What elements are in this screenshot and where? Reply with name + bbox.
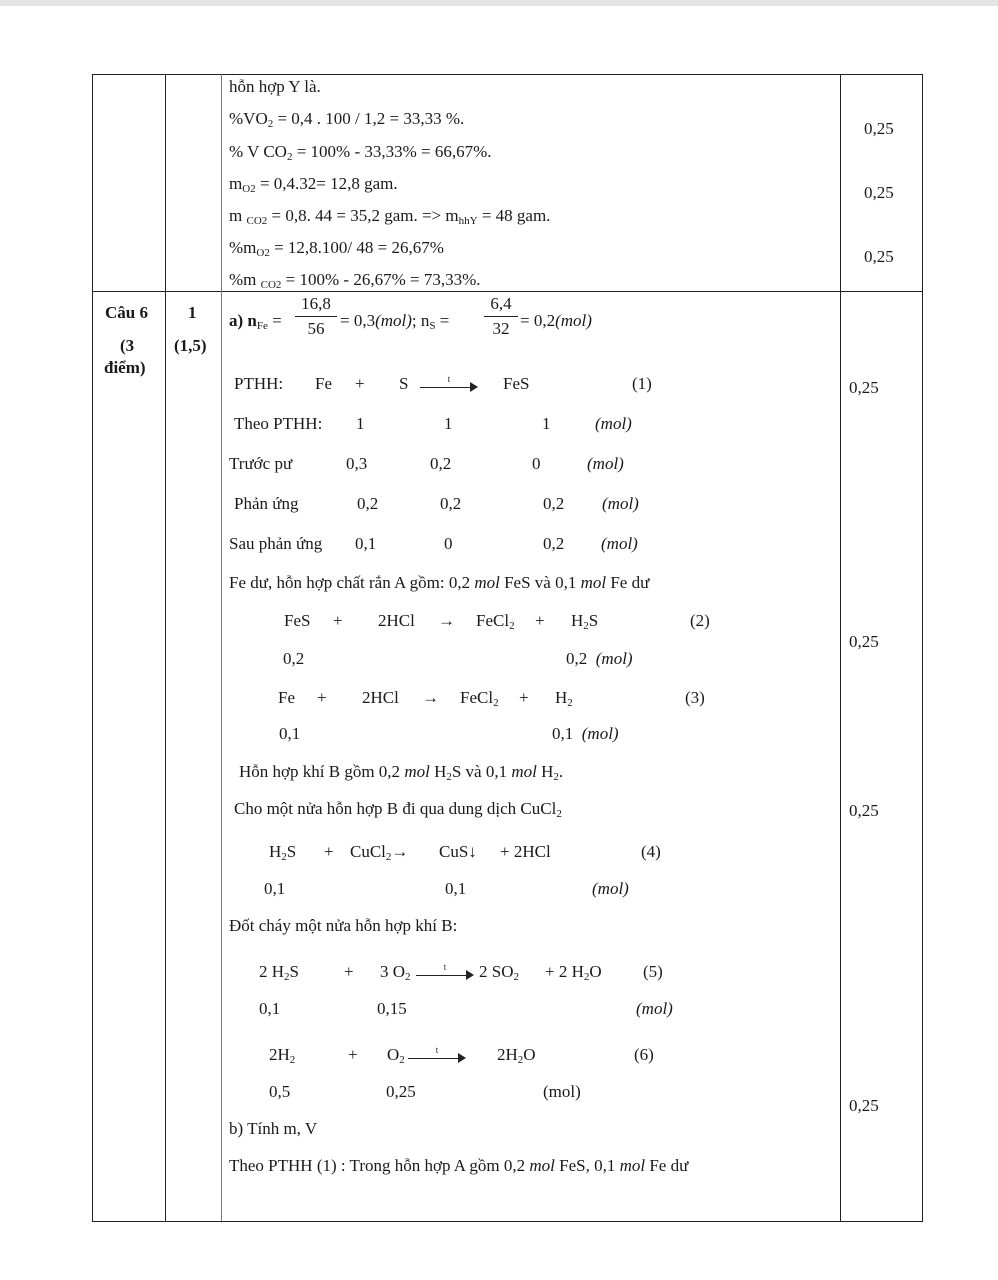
eq3-arrow: →: [422, 688, 439, 707]
eq4-cus-mol: 0,1: [445, 879, 467, 898]
eq4-hcl: + 2HCl: [500, 842, 551, 861]
theo-fes: 1: [542, 414, 551, 433]
eq3-fe-mol: 0,1: [279, 724, 301, 743]
eq5-h2s: 2 H2S: [259, 962, 299, 983]
eq5-h2o: + 2 H2O: [545, 962, 602, 983]
eq2-arrow: →: [438, 611, 455, 630]
theo-pthh-label: Theo PTHH:: [234, 414, 323, 433]
truoc-fes: 0: [532, 454, 541, 473]
eq1-fe: Fe: [315, 374, 332, 393]
eq3-number: (3): [685, 688, 705, 707]
fraction-s: 6,4 32: [484, 294, 518, 339]
eq1-arrow: t: [420, 374, 478, 394]
eq5-h2s-mol: 0,1: [259, 999, 281, 1018]
eq5-so2: 2 SO2: [479, 962, 519, 983]
eq2-h2s-mol: 0,2 (mol): [566, 649, 633, 668]
top-line-1: hỗn hợp Y là.: [229, 77, 321, 96]
score-1: 0,25: [849, 378, 879, 397]
eq6-number: (6): [634, 1045, 654, 1064]
eq3-hcl: 2HCl: [362, 688, 399, 707]
cho-nua-sentence: Cho một nửa hỗn hợp B đi qua dung dịch CuCl2: [234, 799, 562, 820]
eq2-h2s: H2S: [571, 611, 599, 632]
question-points-open: (3: [120, 336, 135, 355]
sau-s: 0: [444, 534, 453, 553]
table-col-divider-3: [840, 74, 841, 1221]
eq5-unit: (mol): [636, 999, 673, 1018]
sau-label: Sau phản ứng: [229, 534, 323, 553]
eq4-cucl2: CuCl2→: [350, 842, 409, 863]
phan-unit: (mol): [602, 494, 639, 513]
top-line-6: %mO2 = 12,8.100/ 48 = 26,67%: [229, 238, 444, 259]
top-score-2: 0,25: [864, 183, 894, 202]
truoc-label: Trước pư: [229, 454, 293, 473]
eq4-number: (4): [641, 842, 661, 861]
eq6-o2: O2: [387, 1045, 405, 1066]
sau-fes: 0,2: [543, 534, 565, 553]
theo-unit: (mol): [595, 414, 632, 433]
eq6-h2o: 2H2O: [497, 1045, 536, 1066]
fe-du-sentence: Fe dư, hỗn hợp chất rắn A gồm: 0,2 mol FeS và 0,1 mol Fe dư: [229, 573, 650, 592]
eq6-o2-mol: 0,25: [386, 1082, 416, 1101]
eq2-plus1: +: [333, 611, 343, 630]
eq2-fes: FeS: [284, 611, 311, 630]
part-points: (1,5): [174, 336, 207, 355]
table-bottom-border: [92, 1221, 923, 1222]
eq1-s: S: [399, 374, 409, 393]
phan-fe: 0,2: [357, 494, 379, 513]
top-line-4: mO2 = 0,4.32= 12,8 gam.: [229, 174, 398, 195]
sau-unit: (mol): [601, 534, 638, 553]
top-score-3: 0,25: [864, 247, 894, 266]
score-2: 0,25: [849, 632, 879, 651]
eq3-fecl2: FeCl2: [460, 688, 499, 709]
table-left-border: [92, 74, 93, 1221]
table-col-divider-2: [221, 74, 222, 1221]
dot-chay-sentence: Đốt cháy một nửa hỗn hợp khí B:: [229, 916, 458, 935]
eq5-plus: +: [344, 962, 354, 981]
top-line-7: %m CO2 = 100% - 26,67% = 73,33%.: [229, 270, 481, 291]
eq3-h2: H2: [555, 688, 573, 709]
part-a-label: a) nFe =: [229, 311, 282, 332]
table-row-divider: [92, 291, 923, 292]
eq5-arrow: t: [416, 962, 474, 982]
top-line-3: % V CO2 = 100% - 33,33% = 66,67%.: [229, 142, 492, 163]
truoc-s: 0,2: [430, 454, 452, 473]
eq3-plus2: +: [519, 688, 529, 707]
top-line-5: m CO2 = 0,8. 44 = 35,2 gam. => mhhY = 48 gam.: [229, 206, 551, 227]
eq1-fes: FeS: [503, 374, 530, 393]
phan-fes: 0,2: [543, 494, 565, 513]
eq4-h2s: H2S: [269, 842, 297, 863]
eq3-h2-mol: 0,1 (mol): [552, 724, 619, 743]
eq3-plus1: +: [317, 688, 327, 707]
precipitate-arrow-icon: ↓: [468, 842, 477, 861]
eq4-cus: CuS↓: [439, 842, 477, 861]
eq1-plus: +: [355, 374, 365, 393]
part-number: 1: [188, 303, 197, 322]
eq2-plus2: +: [535, 611, 545, 630]
moles-fe: = 0,3(mol); nS =: [340, 311, 450, 332]
theo-fe: 1: [356, 414, 365, 433]
viewer-top-bar: [0, 0, 998, 6]
eq6-arrow: t: [408, 1045, 466, 1065]
eq6-h2-mol: 0,5: [269, 1082, 291, 1101]
top-score-1: 0,25: [864, 119, 894, 138]
moles-s: = 0,2(mol): [520, 311, 592, 330]
khi-b-sentence: Hỗn hợp khí B gồm 0,2 mol H2S và 0,1 mol H2.: [239, 762, 564, 783]
table-col-divider-1: [165, 74, 166, 1221]
eq2-fes-mol: 0,2: [283, 649, 305, 668]
eq5-o2: 3 O2: [380, 962, 411, 983]
phan-ung-label: Phản ứng: [234, 494, 299, 513]
question-label: Câu 6: [105, 303, 148, 322]
score-3: 0,25: [849, 801, 879, 820]
eq5-number: (5): [643, 962, 663, 981]
pthh-label: PTHH:: [234, 374, 284, 393]
table-right-border: [922, 74, 923, 1221]
phan-s: 0,2: [440, 494, 462, 513]
score-4: 0,25: [849, 1096, 879, 1115]
sau-fe: 0,1: [355, 534, 377, 553]
eq2-fecl2: FeCl2: [476, 611, 515, 632]
eq6-h2: 2H2: [269, 1045, 296, 1066]
truoc-unit: (mol): [587, 454, 624, 473]
table-top-border: [92, 74, 923, 75]
eq6-unit: (mol): [543, 1082, 581, 1101]
eq6-plus: +: [348, 1045, 358, 1064]
eq2-hcl: 2HCl: [378, 611, 415, 630]
theo-pthh1-sentence: Theo PTHH (1) : Trong hỗn hợp A gồm 0,2 mol FeS, 0,1 mol Fe dư: [229, 1156, 689, 1175]
truoc-fe: 0,3: [346, 454, 368, 473]
fraction-fe: 16,8 56: [295, 294, 337, 339]
question-points-word: điểm): [104, 358, 146, 377]
eq4-plus: +: [324, 842, 334, 861]
theo-s: 1: [444, 414, 453, 433]
part-b-title: b) Tính m, V: [229, 1119, 318, 1138]
eq3-fe: Fe: [278, 688, 295, 707]
eq5-o2-mol: 0,15: [377, 999, 407, 1018]
top-line-2: %VO2 = 0,4 . 100 / 1,2 = 33,33 %.: [229, 109, 465, 130]
eq4-unit: (mol): [592, 879, 629, 898]
eq4-h2s-mol: 0,1: [264, 879, 286, 898]
eq2-number: (2): [690, 611, 710, 630]
eq1-number: (1): [632, 374, 652, 393]
